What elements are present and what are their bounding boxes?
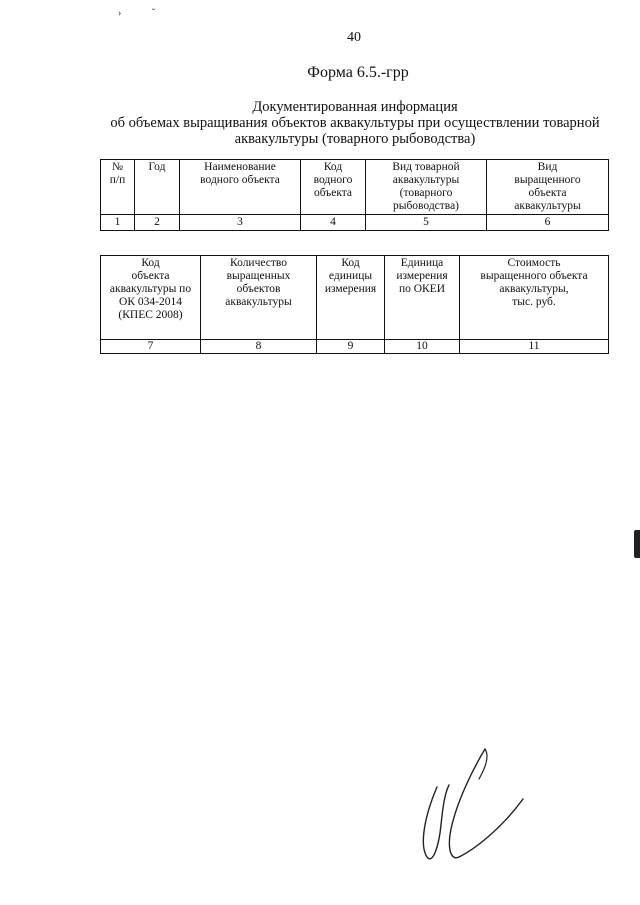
handwritten-signature xyxy=(415,745,525,865)
table2-number-cell: 8 xyxy=(201,340,317,354)
form-table-2 xyxy=(100,255,609,354)
table2-number-cell: 7 xyxy=(101,340,201,354)
table2-header-row xyxy=(101,256,609,340)
document-title-line3: аквакультуры (товарного рыбоводства) xyxy=(234,131,476,147)
scan-marks: › ˇ xyxy=(118,8,170,19)
document-title-line1: Документированная информация xyxy=(252,99,458,115)
table1-header-cell: Вид выращенного объекта аквакультуры xyxy=(487,160,609,215)
form-label: Форма 6.5.-грр xyxy=(307,64,409,81)
table1-number-cell: 4 xyxy=(301,215,366,231)
table1-number-row xyxy=(101,215,609,231)
page-number: 40 xyxy=(347,30,361,45)
table1-header-cell: Код водного объекта xyxy=(301,160,366,215)
table1-number-cell: 2 xyxy=(135,215,180,231)
document-title xyxy=(100,99,610,147)
table1-number-cell: 1 xyxy=(101,215,135,231)
table1-number-cell: 5 xyxy=(366,215,487,231)
table1-header-row xyxy=(101,160,609,215)
table2-header-cell: Стоимость выращенного объекта аквакультуры, тыс. руб. xyxy=(460,256,609,340)
table1-number-cell: 6 xyxy=(487,215,609,231)
scan-edge-mark xyxy=(634,530,640,558)
table2-number-cell: 10 xyxy=(385,340,460,354)
form-table-1 xyxy=(100,159,609,231)
document-title-line2: об объемах выращивания объектов аквакультуры при осуществлении товарной xyxy=(110,115,600,131)
table2-header-cell: Код объекта аквакультуры по ОК 034-2014 (КПЕС 2008) xyxy=(101,256,201,340)
table2-number-row xyxy=(101,340,609,354)
table1-header-cell: № п/п xyxy=(101,160,135,215)
table2-header-cell: Единица измерения по ОКЕИ xyxy=(385,256,460,340)
table1-header-cell: Наименование водного объекта xyxy=(180,160,301,215)
table1-header-cell: Вид товарной аквакультуры (товарного рыбоводства) xyxy=(366,160,487,215)
table2-number-cell: 11 xyxy=(460,340,609,354)
table2-number-cell: 9 xyxy=(317,340,385,354)
table2-header-cell: Количество выращенных объектов аквакультуры xyxy=(201,256,317,340)
table1-number-cell: 3 xyxy=(180,215,301,231)
table2-header-cell: Код единицы измерения xyxy=(317,256,385,340)
table1-header-cell: Год xyxy=(135,160,180,215)
